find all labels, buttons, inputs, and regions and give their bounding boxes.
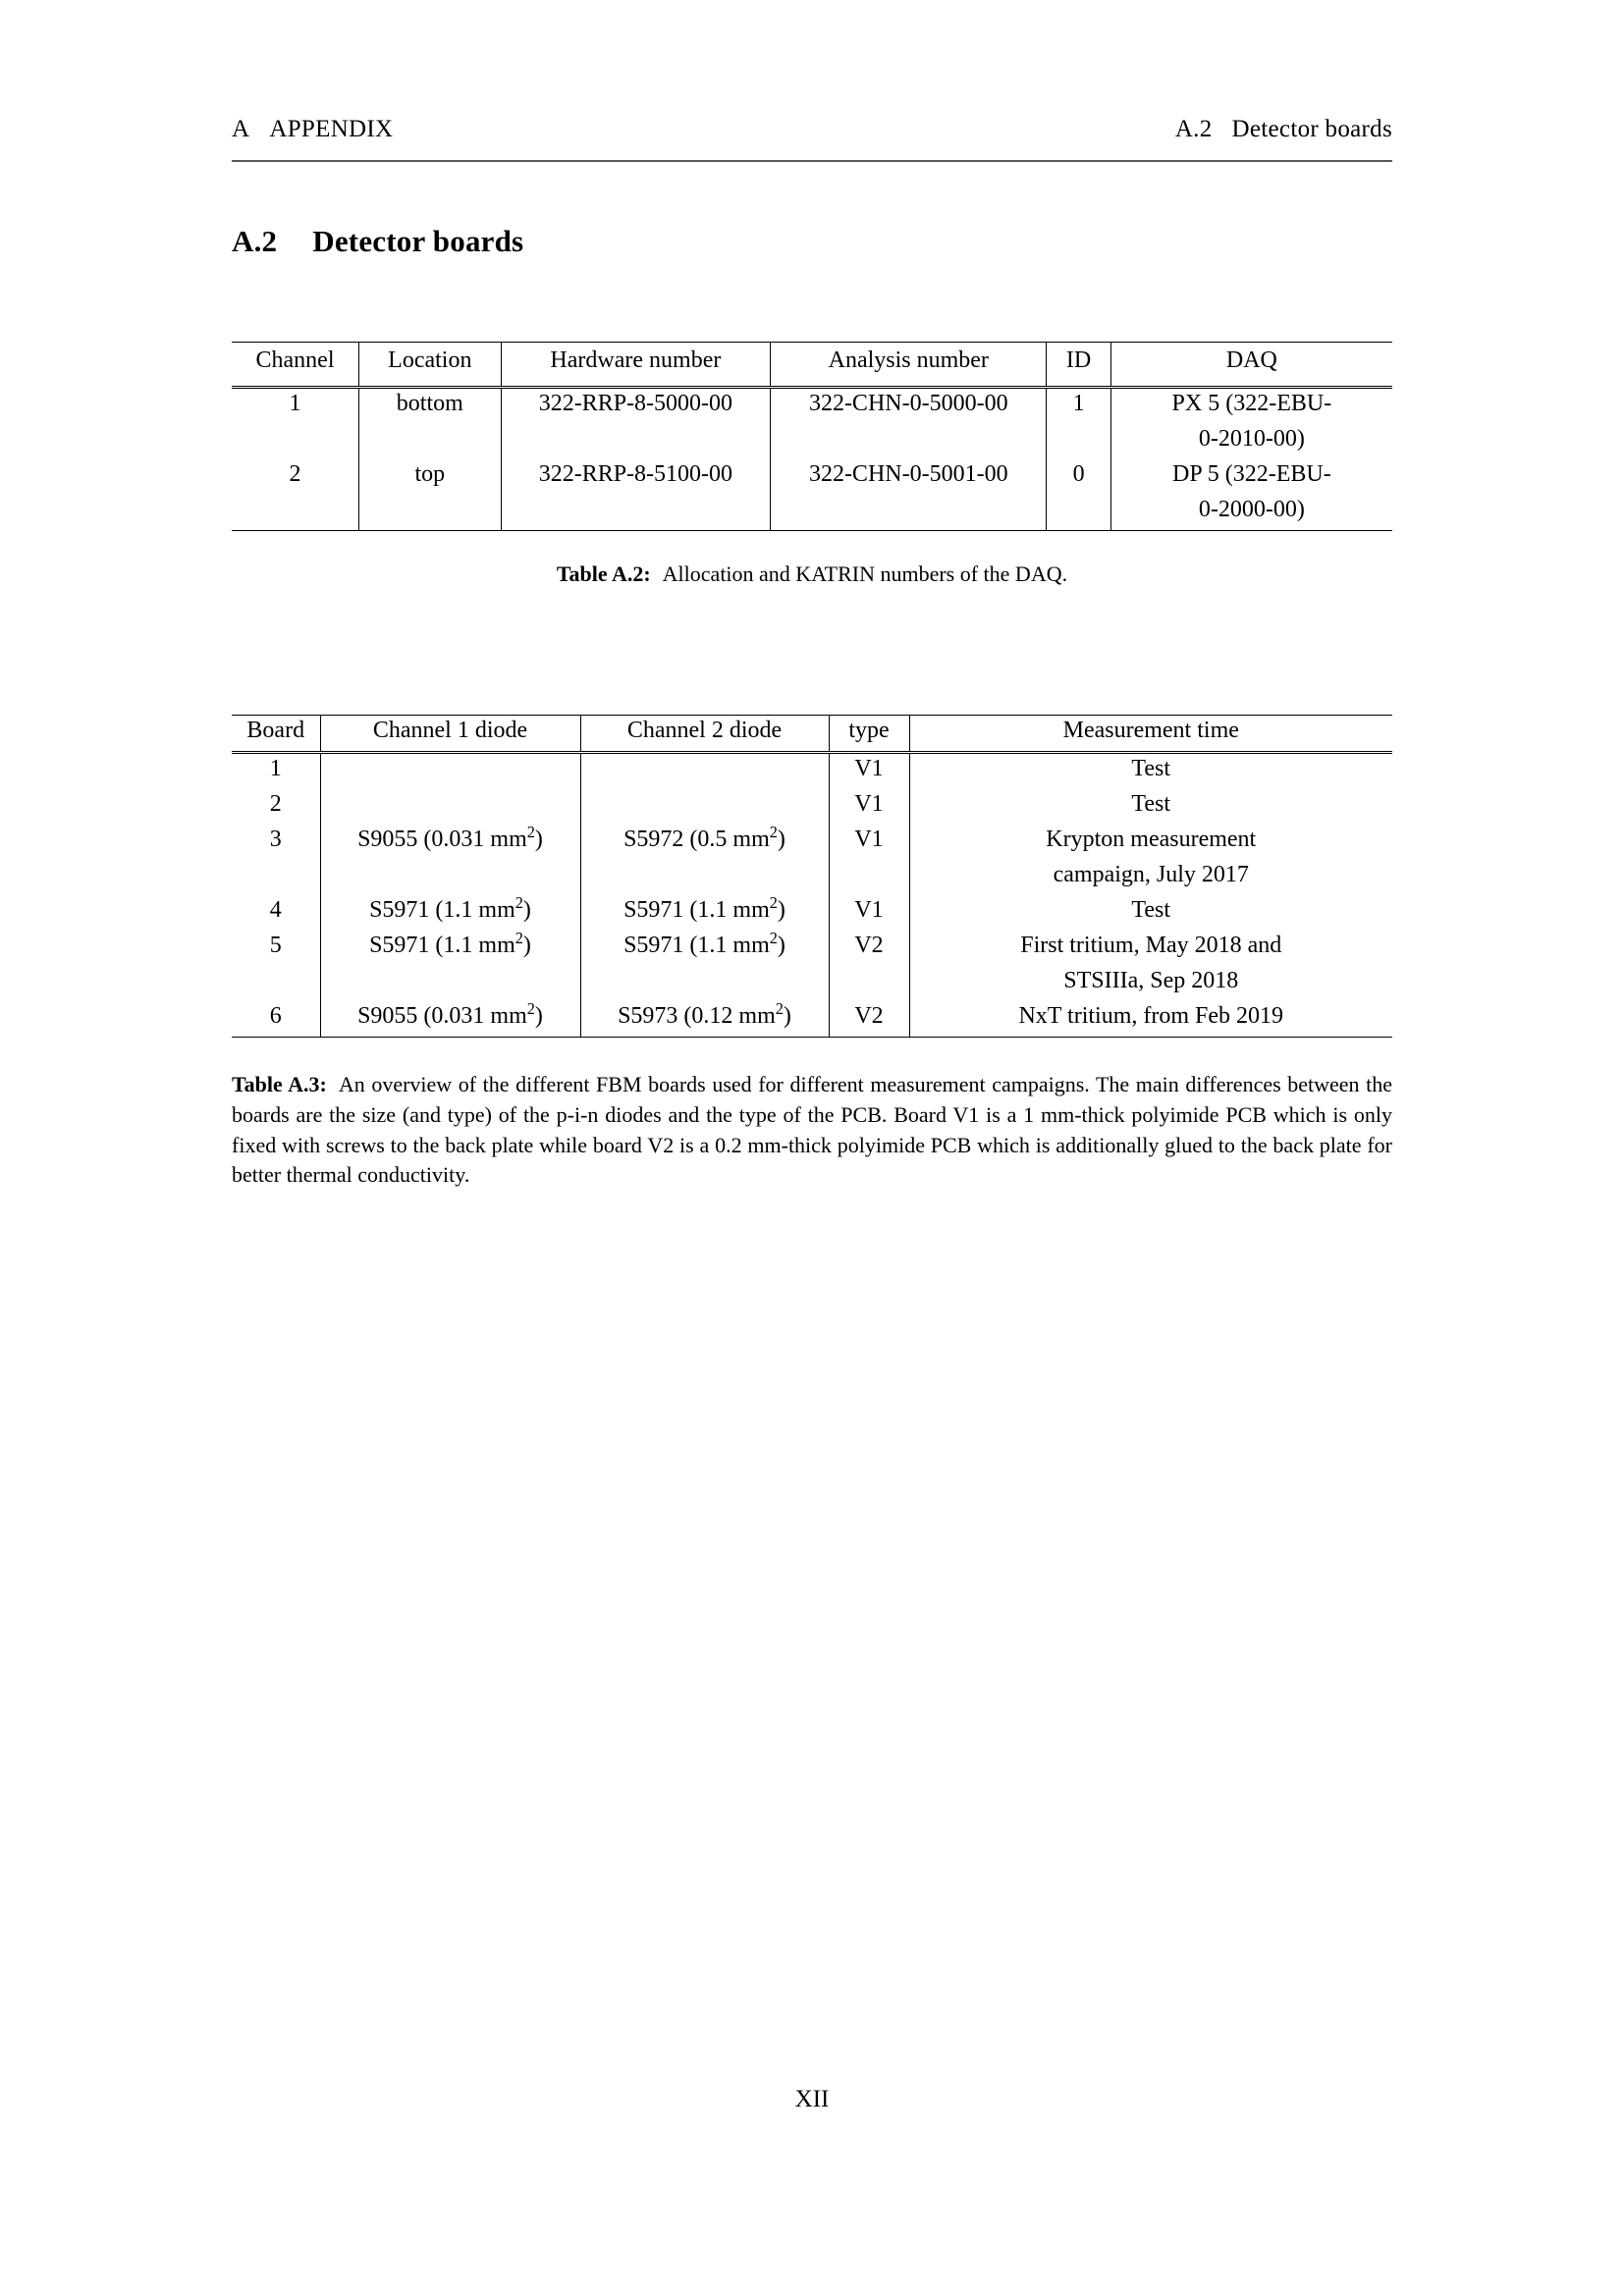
- table-a2-caption: [232, 560, 1392, 590]
- table-a3-r6-ch2: [580, 1001, 829, 1038]
- section-title-text: Detector boards: [312, 224, 524, 258]
- table-a3-r5-spacer-c: [580, 966, 829, 1001]
- table-a3-r2-type: V1: [829, 789, 909, 825]
- table-a3-header-type: type: [829, 716, 909, 753]
- table-a2-r2-daq-line1: DP 5 (322-EBU-: [1110, 459, 1392, 495]
- table-a2-r1-location: bottom: [359, 388, 502, 425]
- table-row: [232, 459, 1392, 495]
- table-a3-r4-ch2-sup: 2: [769, 893, 778, 912]
- table-row: [232, 388, 1392, 425]
- table-a3-r3-spacer-a: [232, 860, 320, 895]
- table-a2-r1-id: 1: [1047, 388, 1110, 425]
- table-a3-r3-time-line2: campaign, July 2017: [909, 860, 1392, 895]
- table-a3-r3-spacer-d: [829, 860, 909, 895]
- table-a3-header-time: Measurement time: [909, 716, 1392, 753]
- table-a3-r5-ch1-text: S5971 (1.1 mm: [369, 933, 515, 958]
- table-a3-caption: [232, 1070, 1392, 1191]
- table-a3-r2-board: 2: [269, 791, 282, 817]
- table-a2-r2-daq-line2: 0-2000-00): [1110, 495, 1392, 531]
- table-a3-caption-text: An overview of the different FBM boards used for different measurement campaigns. The main differences between the boards are the size (and type) of the p-i-n diodes and the type of the PCB. Board V1 is a 1 mm-thick polyimide PCB which is only fixed with screws to the back plate while board V2 is a 0.2 mm-thick polyimide PCB which is additionally glued to the back plate for better thermal conductivity.: [232, 1072, 1392, 1188]
- table-a2-r1-hardware: 322-RRP-8-5000-00: [501, 388, 771, 425]
- table-a3-r3-board: 3: [269, 827, 282, 852]
- table-row: [232, 716, 1392, 753]
- table-a3-r5-ch2: [580, 931, 829, 966]
- table-a3-r3-type: V1: [829, 825, 909, 860]
- table-a3-r5-ch2-text: S5971 (1.1 mm: [623, 933, 770, 958]
- table-row: [232, 495, 1392, 531]
- table-a3-r3-spacer-c: [580, 860, 829, 895]
- table-a2-r1-analysis: 322-CHN-0-5000-00: [771, 388, 1047, 425]
- section-number: A.2: [232, 224, 278, 258]
- table-a3-r6-ch1-sup: 2: [526, 999, 535, 1018]
- table-a2-r1-spacer-b: [359, 424, 502, 459]
- table-a2-r2-location: top: [359, 459, 502, 495]
- table-a3-r6-type: V2: [829, 1001, 909, 1038]
- table-a3-r4-ch2-tail: ): [777, 897, 785, 923]
- table-a2-r2-spacer-d: [771, 495, 1047, 531]
- table-a3-r6-ch2-tail: ): [783, 1003, 791, 1029]
- page-number: XII: [794, 2086, 830, 2112]
- table-a3-r5-spacer-a: [232, 966, 320, 1001]
- running-head-left-text: APPENDIX: [269, 116, 394, 142]
- table-a2-r2-spacer-c: [501, 495, 771, 531]
- table-a3-r3-ch2-text: S5972 (0.5 mm: [623, 827, 770, 852]
- table-a3-r5-ch1-sup: 2: [514, 929, 523, 947]
- table-a3-r4-ch2-text: S5971 (1.1 mm: [623, 897, 770, 923]
- table-a3-r6-ch1: [320, 1001, 580, 1038]
- table-a2-r1-channel: 1: [232, 388, 359, 425]
- table-row: [232, 860, 1392, 895]
- table-a3-r4-time: Test: [909, 895, 1392, 931]
- table-a2-header-location: Location: [359, 343, 502, 388]
- table-row: [232, 895, 1392, 931]
- table-a2-header-id: ID: [1047, 343, 1110, 388]
- table-a3-r4-board: 4: [269, 897, 282, 923]
- table-a3-r5-board: 5: [269, 933, 282, 958]
- table-row: [232, 966, 1392, 1001]
- table-a3-r2-time: Test: [909, 789, 1392, 825]
- table-a2-header-daq: DAQ: [1110, 343, 1392, 388]
- table-a2-r1-spacer-a: [232, 424, 359, 459]
- table-a2-r2-analysis: 322-CHN-0-5001-00: [771, 459, 1047, 495]
- table-a2-r2-spacer-a: [232, 495, 359, 531]
- table-a3-caption-label: Table A.3:: [232, 1072, 327, 1096]
- table-a3-r3-spacer-b: [320, 860, 580, 895]
- table-a3-header-ch1: Channel 1 diode: [320, 716, 580, 753]
- table-a3-r2-ch1: [320, 789, 580, 825]
- table-a2-r2-spacer-b: [359, 495, 502, 531]
- table-a2-caption-label: Table A.2:: [556, 561, 651, 586]
- table-a3-r4-ch2: [580, 895, 829, 931]
- table-a3-r6-ch2-text: S5973 (0.12 mm: [618, 1003, 776, 1029]
- table-a3-header-ch2: Channel 2 diode: [580, 716, 829, 753]
- table-a3-r4-type: V1: [829, 895, 909, 931]
- table-a2-r1-spacer-c: [501, 424, 771, 459]
- table-a3-r2-ch2: [580, 789, 829, 825]
- table-row: [232, 789, 1392, 825]
- table-a3-r3-ch1-sup: 2: [526, 823, 535, 841]
- table-a2-r1-spacer-e: [1047, 424, 1110, 459]
- table-a3-r5-spacer-b: [320, 966, 580, 1001]
- table-a3-header-board: Board: [232, 716, 320, 753]
- table-a3-r3-ch1: [320, 825, 580, 860]
- table-a3-r3-ch2: [580, 825, 829, 860]
- running-head-left-number: A: [232, 116, 250, 142]
- table-a3-r5-ch1: [320, 931, 580, 966]
- table-a3-r4-ch1: [320, 895, 580, 931]
- table-a2-r2-id: 0: [1047, 459, 1110, 495]
- table-a2-header-hardware: Hardware number: [501, 343, 771, 388]
- table-a3-r4-ch1-tail: ): [522, 897, 531, 923]
- table-a3-r5-ch2-sup: 2: [769, 929, 778, 947]
- table-a3-r1-time: Test: [909, 753, 1392, 790]
- table-row: [232, 1001, 1392, 1038]
- table-a3-r5-type: V2: [829, 931, 909, 966]
- table-a3-r1-ch1: [320, 753, 580, 790]
- table-a3: [232, 715, 1392, 1038]
- table-a3-r4-ch1-sup: 2: [514, 893, 523, 912]
- running-head-right-number: A.2: [1174, 116, 1213, 142]
- table-a3-r3-ch1-tail: ): [534, 827, 543, 852]
- table-row: [232, 424, 1392, 459]
- table-a2-header-analysis: Analysis number: [771, 343, 1047, 388]
- running-head: [232, 116, 1392, 143]
- table-a3-r5-spacer-d: [829, 966, 909, 1001]
- table-a3-r6-board: 6: [232, 1001, 320, 1038]
- table-row: [232, 825, 1392, 860]
- running-head-right: [1175, 116, 1392, 143]
- table-a3-r6-ch1-text: S9055 (0.031 mm: [357, 1003, 527, 1029]
- table-a2-r2-hardware: 322-RRP-8-5100-00: [501, 459, 771, 495]
- table-row: [232, 343, 1392, 388]
- table-a3-r6-ch1-tail: ): [534, 1003, 543, 1029]
- table-a3-r3-time-line1: Krypton measurement: [909, 825, 1392, 860]
- table-a3-r1-ch2: [580, 753, 829, 790]
- table-a2-r1-spacer-d: [771, 424, 1047, 459]
- table-a2-r1-daq-line1: PX 5 (322-EBU-: [1110, 388, 1392, 425]
- table-row: [232, 931, 1392, 966]
- table-a3-r5-ch2-tail: ): [777, 933, 785, 958]
- table-a3-r5-ch1-tail: ): [522, 933, 531, 958]
- table-a2-r1-daq-line2: 0-2010-00): [1110, 424, 1392, 459]
- running-head-left: [232, 116, 393, 143]
- table-a3-r4-ch1-text: S5971 (1.1 mm: [369, 897, 515, 923]
- page-title: [232, 224, 523, 259]
- table-row: [232, 753, 1392, 790]
- table-a3-r3-ch1-text: S9055 (0.031 mm: [357, 827, 527, 852]
- table-a2: [232, 342, 1392, 531]
- table-a3-r1-type: V1: [829, 753, 909, 790]
- running-head-right-text: Detector boards: [1231, 116, 1392, 142]
- running-head-rule: [232, 160, 1392, 162]
- table-a3-r3-ch2-tail: ): [777, 827, 785, 852]
- table-a2-r2-channel: 2: [289, 461, 301, 487]
- table-a3-r6-time: NxT tritium, from Feb 2019: [909, 1001, 1392, 1038]
- table-a3-r6-ch2-sup: 2: [775, 999, 784, 1018]
- table-a2-caption-text: Allocation and KATRIN numbers of the DAQ.: [662, 561, 1068, 586]
- table-a2-header-channel: Channel: [232, 343, 359, 388]
- table-a2-r2-spacer-e: [1047, 495, 1110, 531]
- table-a3-r5-time-line2: STSIIIa, Sep 2018: [909, 966, 1392, 1001]
- table-a3-r3-ch2-sup: 2: [769, 823, 778, 841]
- table-a3-r1-board: 1: [232, 753, 320, 790]
- table-a3-r5-time-line1: First tritium, May 2018 and: [909, 931, 1392, 966]
